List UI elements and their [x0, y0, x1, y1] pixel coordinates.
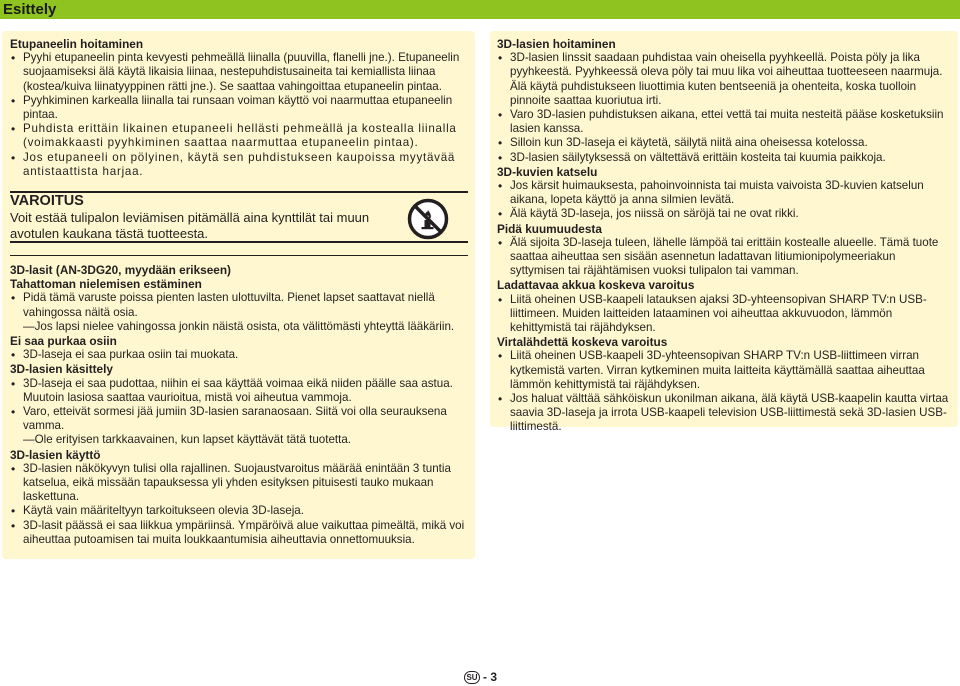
right-panel [490, 31, 958, 434]
heat-list [497, 236, 952, 279]
usage-heading: 3D-lasien käyttö [10, 447, 101, 462]
language-badge: SU [464, 671, 480, 684]
list-item: • Jos kärsit huimauksesta, pahoinvoinnista tai muista vaivoista 3D-kuvien katselun aikana, lopeta käyttö ja anna silmien levätä. [497, 179, 952, 207]
disassemble-heading: Ei saa purkaa osiin [10, 334, 117, 349]
battery-heading: Ladattavaa akkua koskeva varoitus [497, 278, 695, 293]
list-item: • 3D-laseja ei saa pudottaa, niihin ei saa käyttää voimaa eikä niiden päälle saa astua. Muutoin lasiosa saattaa vaurioitua, mistä voi aiheutua vammoja. [10, 377, 468, 405]
warning-text: Voit estää tulipalon leviämisen pitämällä aina kynttilät tai muun avotulen kaukana tästä tuotteesta. [10, 210, 370, 241]
section-title: Esittely [3, 1, 57, 18]
section-header-bar [0, 0, 960, 19]
list-item: • 3D-lasien näkökyvyn tulisi olla rajallinen. Suojaustvaroitus määrää enintään 3 tuntia katselua, eikä missään tapauksessa yli yhden esityksen pituisesti tauko mukaan laskettuna. [10, 462, 468, 505]
maintenance-list [497, 51, 952, 165]
usage-list [10, 462, 468, 547]
list-item: • Varo 3D-lasien puhdistuksen aikana, ettei vettä tai muita nesteitä pääse kosketuksiin lasien kanssa. [497, 108, 952, 136]
list-item: • Silloin kun 3D-laseja ei käytetä, säilytä niitä aina oheisessa kotelossa. [497, 136, 952, 150]
list-item: • Jos haluat välttää sähköiskun ukonilman aikana, älä käytä USB-kaapelin kautta virtaa saavia 3D-laseja ja irrota USB-kaapeli television USB-liittimestä sekä 3D-lasien USB-liittimestä. [497, 392, 952, 435]
list-item: • Älä käytä 3D-laseja, jos niissä on säröjä tai ne ovat rikki. [497, 207, 952, 221]
warning-title: VAROITUS [10, 193, 84, 210]
list-item: • 3D-laseja ei saa purkaa osiin tai muokata. [10, 348, 468, 362]
front-panel-care-heading: Etupaneelin hoitaminen [10, 37, 144, 51]
list-item: • Varo, etteivät sormesi jää jumiin 3D-lasien saranaosaan. Siitä voi olla seurauksena vamma. [10, 405, 468, 433]
power-list [497, 349, 952, 434]
disassemble-list [10, 348, 468, 362]
fire-warning-box [10, 191, 468, 243]
list-item: • Puhdista erittäin likainen etupaneeli hellästi pehmeällä ja kostealla liinalla (voimakkaasti pyyhkiminen saattaa naarmuttaa etupaneelin pintaa). [10, 122, 468, 150]
list-item: • Pyyhkiminen karkealla liinalla tai runsaan voiman käyttö voi naarmuttaa etupaneelin pintaa. [10, 94, 468, 122]
divider [10, 255, 468, 256]
handling-heading: 3D-lasien käsittely [10, 362, 113, 377]
list-item: • Liitä oheinen USB-kaapeli 3D-yhteensopivan SHARP TV:n USB-liittimeen virran kytkemistä varten. Virran kytkeminen muita laitteita käyttämällä saattaa aiheuttaa lämmön kehittymistä tai räjähdyksen. [497, 349, 952, 392]
power-heading: Virtalähdettä koskeva varoitus [497, 335, 668, 350]
list-item: • Käytä vain määriteltyyn tarkoitukseen olevia 3D-laseja. [10, 504, 468, 518]
list-item: • Älä sijoita 3D-laseja tuleen, lähelle lämpöä tai erittäin kostealle alueelle. Tämä tuote saattaa aiheuttaa sen sisään asennetun ladattavan litiumionipolymeeriakun syttymisen tai räjähtämisen vuoksi tulipalon tai vamman. [497, 236, 952, 279]
handling-list [10, 377, 468, 434]
list-item: • 3D-lasit päässä ei saa liikkua ympäriinsä. Ympäröivä alue vaikuttaa pimeältä, mikä voi aiheuttaa putoamisen tai muita loukkaantumisia aiheuttavia onnettomuuksia. [10, 519, 468, 547]
front-panel-care-list [10, 51, 468, 179]
no-open-flame-icon [407, 198, 449, 240]
list-item: • Liitä oheinen USB-kaapeli latauksen ajaksi 3D-yhteensopivan SHARP TV:n USB-liittimeen. Muiden laitteiden lataaminen voi aiheuttaa akkuvuodon, lämmön kehittymistä tai räjähdyksen. [497, 293, 952, 336]
list-item: • 3D-lasien säilytyksessä on vältettävä erittäin kosteita tai kuumia paikkoja. [497, 151, 952, 165]
accidental-ingestion-list [10, 291, 468, 319]
viewing-list [497, 179, 952, 222]
viewing-heading: 3D-kuvien katselu [497, 164, 598, 179]
list-item: • Pyyhi etupaneelin pinta kevyesti pehmeällä liinalla (puuvilla, flanelli jne.). Etupaneelin suojaamiseksi älä käytä likaisia liinaa, nestepuhdistusaineita tai kemiallista liinaa (kostea/kuiva liinatyyppinen rätti jne.). Se saattaa vahingoittaa etupaneelin pintaa. [10, 51, 468, 94]
battery-list [497, 293, 952, 336]
page-number: - 3 [483, 670, 498, 684]
glasses-heading: 3D-lasit (AN-3DG20, myydään erikseen) [10, 263, 231, 278]
glasses-maintenance-heading: 3D-lasien hoitaminen [497, 37, 616, 51]
heat-heading: Pidä kuumuudesta [497, 221, 602, 236]
list-item: • Jos etupaneeli on pölyinen, käytä sen puhdistukseen kaupoissa myytävää antistaattista harjaa. [10, 151, 468, 179]
list-item: • 3D-lasien linssit saadaan puhdistaa vain oheisella pyyhkeellä. Poista pöly ja lika pyyhkeestä. Pyyhkeessä oleva pöly tai muu lika voi aiheuttaa tuotteeseen naarmuja. Älä käytä puhdistukseen liuottimia kuten bentseeniä ja ohenteita, koska tuolloin pinnoite saattaa kuoriutua irti. [497, 51, 952, 108]
list-item: • Pidä tämä varuste poissa pienten lasten ulottuvilta. Pienet lapset saattavat niellä vahingossa näitä osia. [10, 291, 468, 319]
left-panel [2, 31, 475, 559]
accidental-ingestion-heading: Tahattoman nielemisen estäminen [10, 277, 202, 292]
dash-note: —Ole erityisen tarkkaavainen, kun lapset käyttävät tätä tuotetta. [23, 433, 352, 447]
dash-note: —Jos lapsi nielee vahingossa jonkin näistä osista, ota välittömästi yhteyttä lääkäriin. [23, 319, 455, 333]
